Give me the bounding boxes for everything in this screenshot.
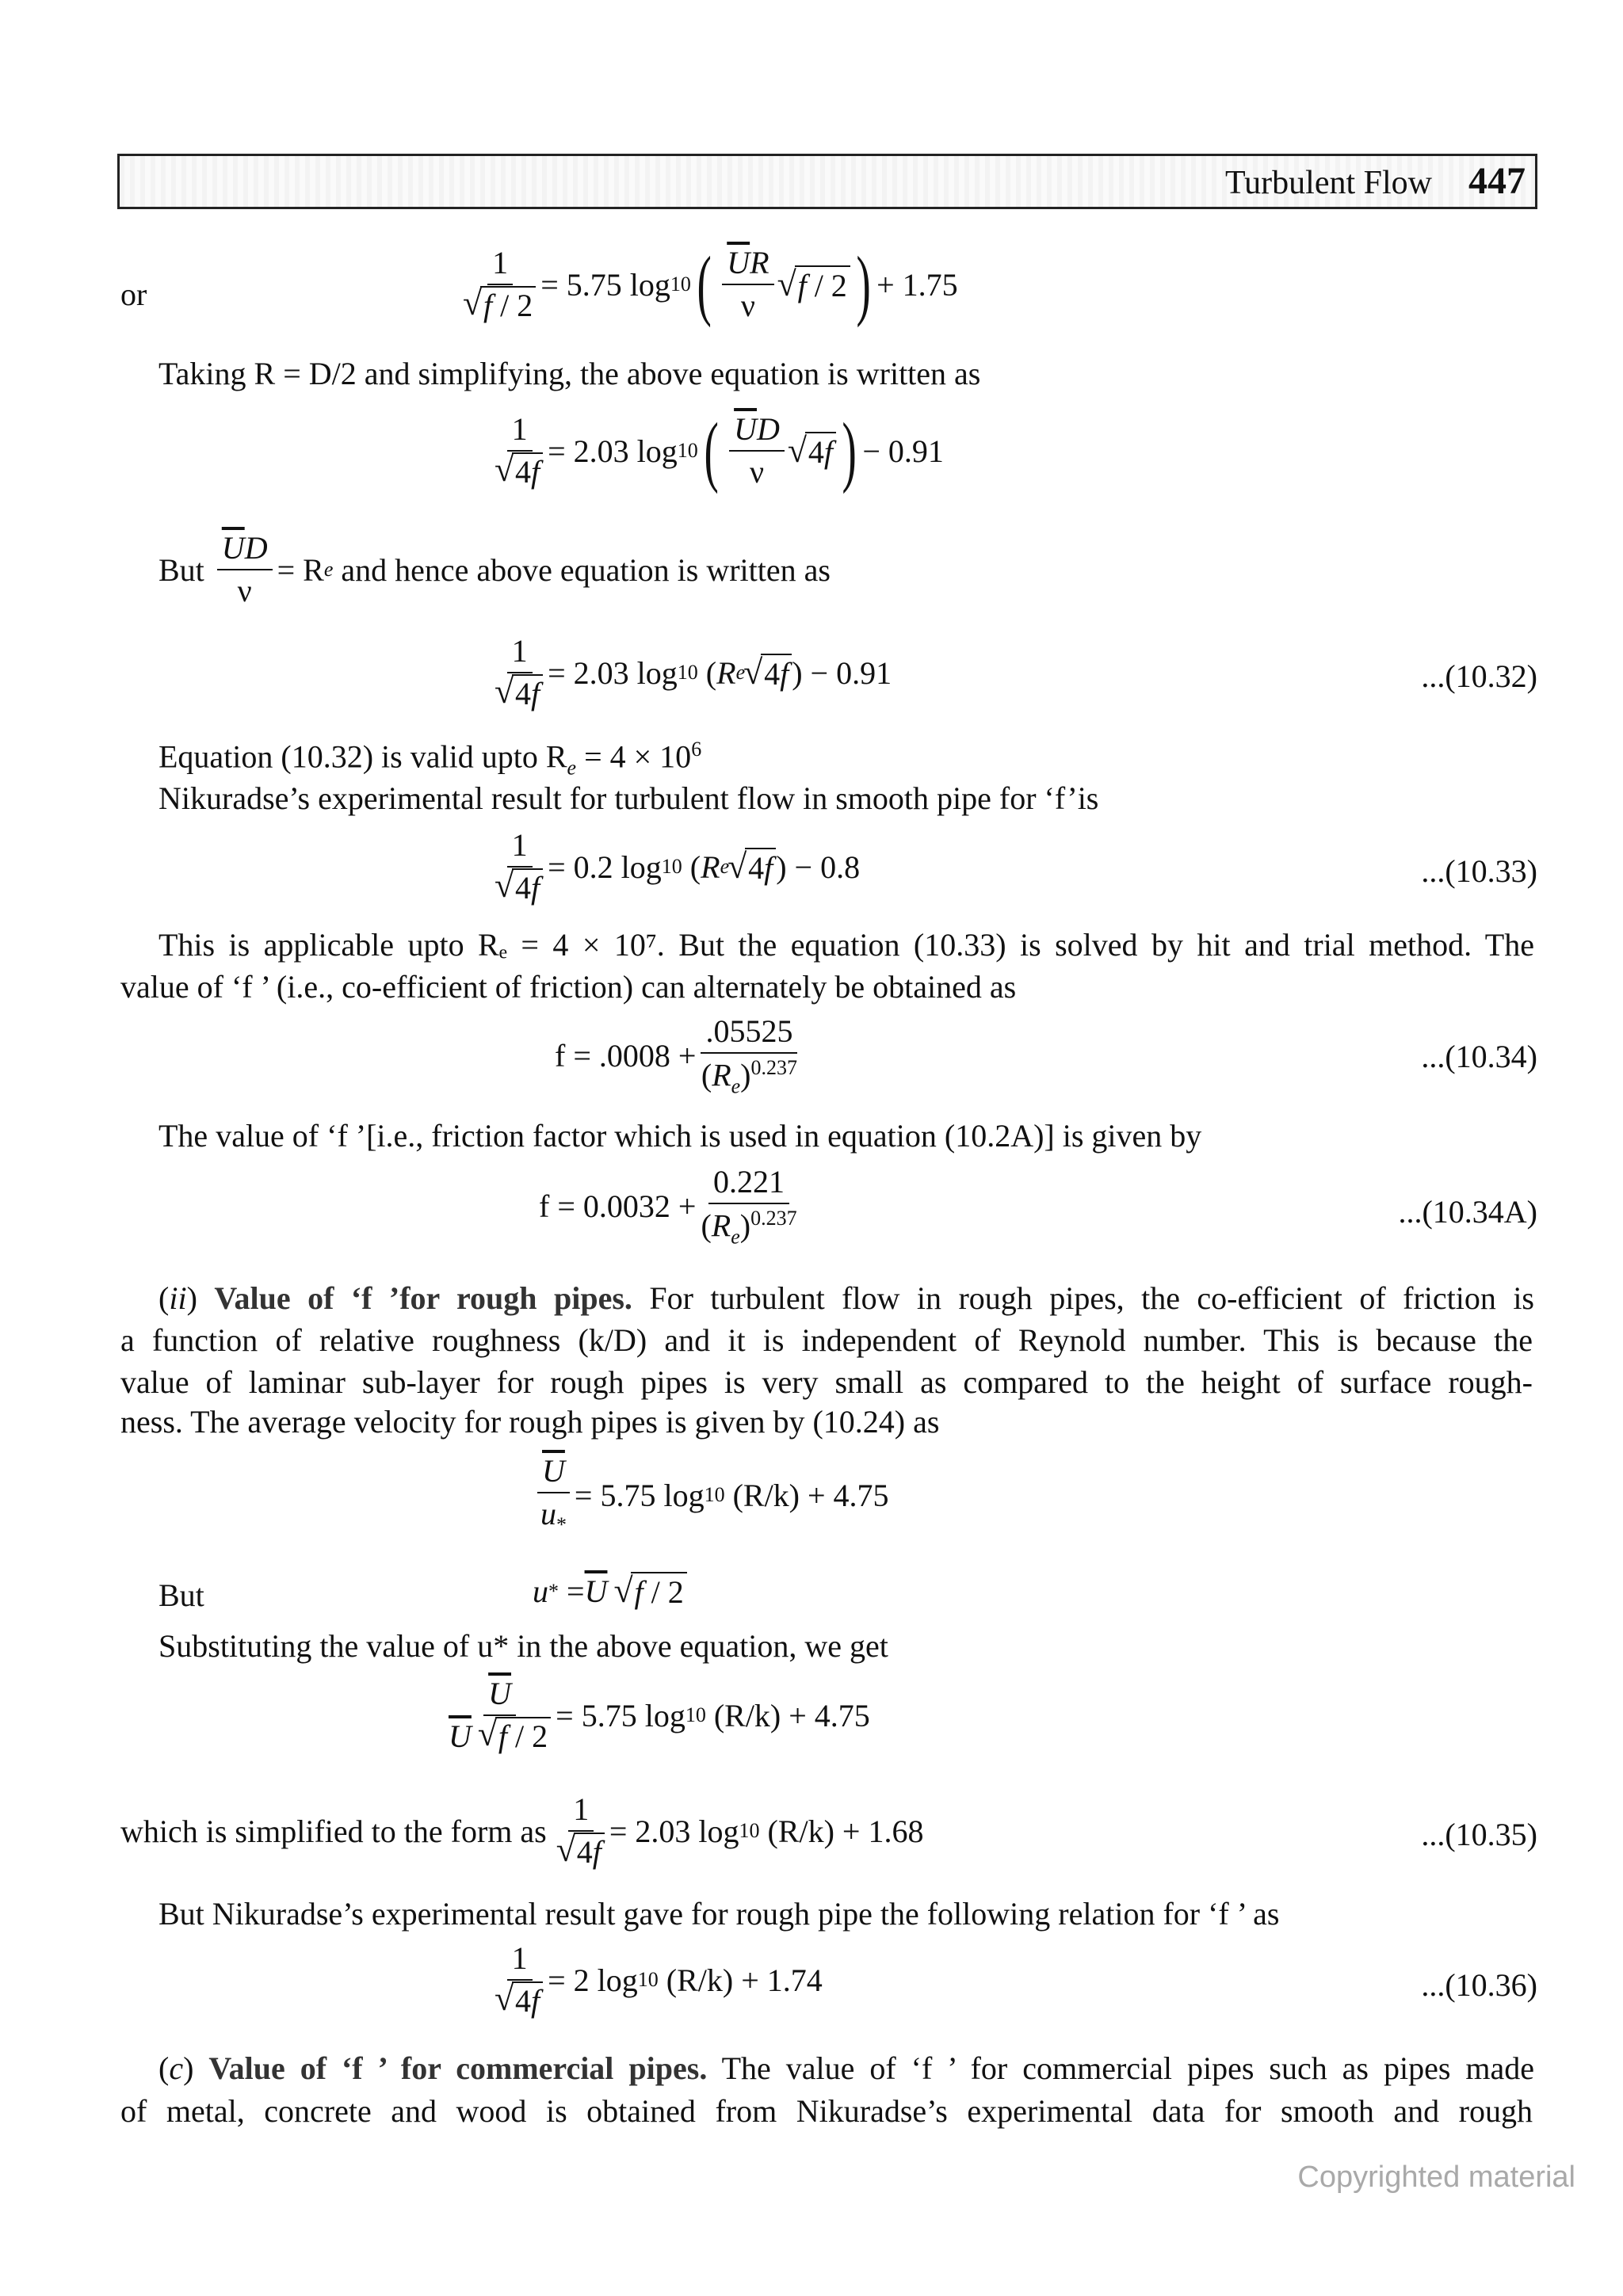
equation-label-10-32: ...(10.32) xyxy=(1421,658,1537,694)
nikuradse-rough-text: But Nikuradse’s experimental result gave for rough pipe the following relation for ‘f ’ as xyxy=(158,1896,1280,1932)
reynolds-definition: But $\frac{\overline{U}D}{\nu}$ = R e and hence above equation is written as xyxy=(158,530,831,608)
but-label-2: But xyxy=(158,1577,204,1613)
nikuradse-smooth-text: Nikuradse’s experimental result for turbulent flow in smooth pipe for ‘f’is xyxy=(158,780,1099,816)
equation-10-32: 1 √ 4f = 2.03 log 10 ( R e √ 4f ) − 0.91 xyxy=(491,634,892,711)
equation-10-36: 1 √ 4f = 2 log 10 (R/k) + 1.74 xyxy=(491,1941,823,2019)
equation-intermediate: 1 √ f / 2 = 5.75 log 10 ( $\frac{\overline{U}R}{\nu}$ √ f / 2 ) + 1.75 xyxy=(460,246,958,323)
rough-pipes-line-2: a function of relative roughness (k/D) and it is independent of Reynold number. This is because the xyxy=(120,1322,1533,1358)
equation-10-34a: f = 0.0032 + $\frac{0.221}{(R_e)^{0.237}}$ xyxy=(539,1164,797,1249)
friction-factor-text: The value of ‘f ’[i.e., friction factor which is used in equation (10.2A)] is given by xyxy=(158,1118,1202,1154)
equation-intermediate-2: 1 √ 4f = 2.03 log 10 ( $\frac{\overline{U}D}{\nu}$ √ 4f ) − 0.91 xyxy=(491,412,944,490)
valid-upto-text: Equation (10.32) is valid upto $R_e = 4 \times 10^6$ xyxy=(158,738,702,780)
fraction: 1 √ f / 2 xyxy=(464,246,536,323)
applicable-paragraph-line-2: value of ‘f ’ (i.e., co-efficient of friction) can alternately be obtained as xyxy=(120,969,1017,1005)
equation-10-34: f = .0008 + $\frac{.05525}{(R_e)^{0.237}}$ xyxy=(555,1013,797,1098)
rough-pipes-heading: Value of ‘f ’for rough pipes. xyxy=(214,1280,632,1316)
taking-text: Taking R = D/2 and simplifying, the above equation is written as xyxy=(158,356,981,391)
equation-label-10-33: ...(10.33) xyxy=(1421,853,1537,889)
rough-pipes-line-3: value of laminar sub-layer for rough pipes is very small as compared to the height of surface rough- xyxy=(120,1364,1533,1400)
equation-velocity: $\frac{\overline{U}}{u_*}$ = 5.75 log 10 (R/k) + 4.75 xyxy=(533,1454,889,1537)
page-number: 447 xyxy=(1468,160,1526,202)
equation-substituted: $\frac{\overline{U}}{\overline{U} √ f / 2}$ = 5.75 log 10 (R/k) + 4.75 xyxy=(444,1676,870,1754)
commercial-pipes-heading: Value of ‘f ’ for commercial pipes. xyxy=(208,2050,708,2086)
or-label: or xyxy=(120,277,147,312)
header-title: Turbulent Flow xyxy=(1224,165,1432,201)
equation-label-10-36: ...(10.36) xyxy=(1421,1967,1537,2003)
equation-label-10-34: ...(10.34) xyxy=(1421,1039,1537,1074)
commercial-pipes-line-2: of metal, concrete and wood is obtained from Nikuradse’s experimental data for smooth and rough xyxy=(120,2093,1533,2129)
applicable-paragraph-line-1: This is applicable upto Rₑ = 4 × 10⁷. But the equation (10.33) is solved by hit and trial method. The xyxy=(158,927,1534,963)
substituting-text: Substituting the value of u* in the above equation, we get xyxy=(158,1628,888,1664)
running-header xyxy=(117,154,1537,209)
equation-10-33: 1 √ 4f = 0.2 log 10 ( R e √ 4f ) − 0.8 xyxy=(491,828,860,906)
commercial-pipes-line-1: (c) Value of ‘f ’ for commercial pipes. The value of ‘f ’ for commercial pipes such as pipes made xyxy=(158,2050,1535,2086)
friction-velocity-relation: u * = $\overline{U}$ √ f / 2 xyxy=(533,1572,687,1611)
equation-10-35: which is simplified to the form as 1 √ 4f = 2.03 log 10 (R/k) + 1.68 xyxy=(120,1792,924,1870)
equation-label-10-34a: ...(10.34A) xyxy=(1398,1194,1537,1230)
equation-label-10-35: ...(10.35) xyxy=(1421,1817,1537,1852)
rough-pipes-line-1: (ii) Value of ‘f ’for rough pipes. For turbulent flow in rough pipes, the co-efficient of friction is xyxy=(158,1280,1534,1316)
copyright-watermark: Copyrighted material xyxy=(1297,2161,1575,2194)
rough-pipes-line-4: ness. The average velocity for rough pipes is given by (10.24) as xyxy=(120,1404,940,1440)
